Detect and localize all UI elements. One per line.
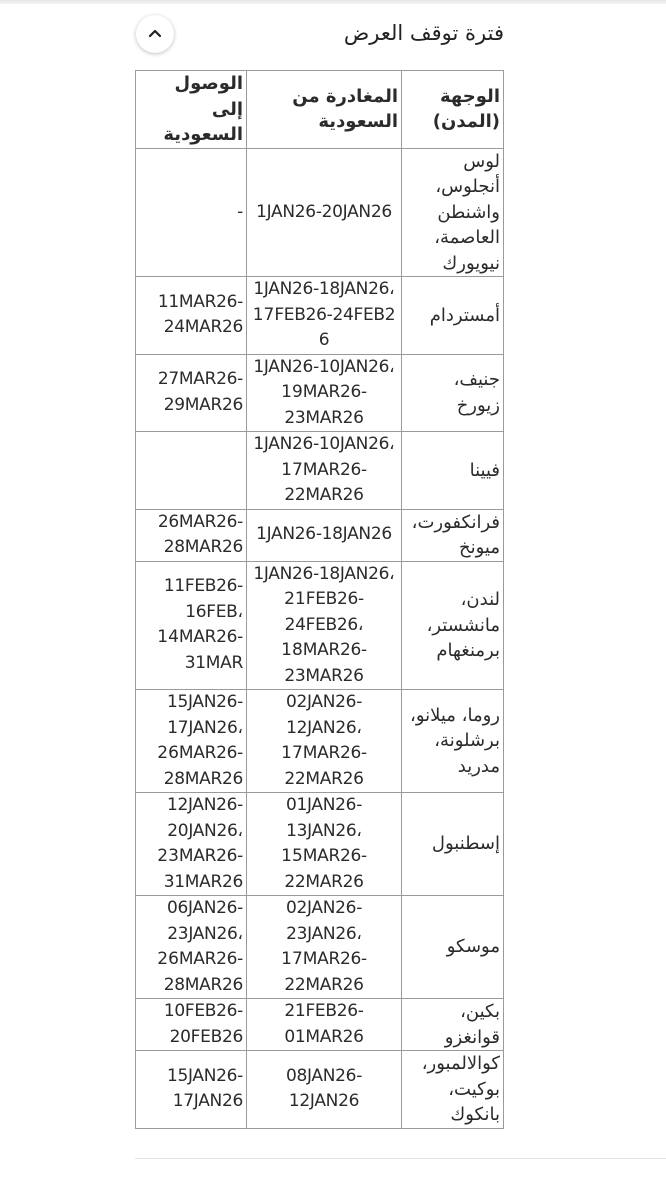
table-row	[136, 793, 504, 896]
arrival-cell: 11MAR26- 24MAR26	[136, 277, 247, 355]
header-departure: المغادرة من السعودية	[247, 71, 402, 149]
arrival-cell	[136, 432, 247, 510]
departure-cell: 01JAN26- 13JAN26، 15MAR26- 22MAR26	[247, 793, 402, 896]
table-row	[136, 432, 504, 510]
departure-cell: 1JAN26-20JAN26	[247, 148, 402, 277]
arrival-cell: 12JAN26- 20JAN26، 23MAR26- 31MAR26	[136, 793, 247, 896]
destination-cell: فيينا	[402, 432, 504, 510]
destination-cell: روما، ميلانو، برشلونة، مدريد	[402, 690, 504, 793]
destination-cell: فرانكفورت، ميونخ	[402, 509, 504, 561]
divider	[135, 1158, 666, 1159]
departure-cell: 1JAN26-18JAN26	[247, 509, 402, 561]
destination-cell: بكين، قوانغزو	[402, 999, 504, 1051]
table-row	[136, 1051, 504, 1129]
destination-cell: جنيف، زيورخ	[402, 354, 504, 432]
departure-cell: 1JAN26-18JAN26، 17FEB26-24FEB26	[247, 277, 402, 355]
departure-cell: 1JAN26-10JAN26، 19MAR26- 23MAR26	[247, 354, 402, 432]
table-header-row	[136, 71, 504, 149]
table-row	[136, 690, 504, 793]
departure-cell: 02JAN26- 12JAN26، 17MAR26- 22MAR26	[247, 690, 402, 793]
section-header	[0, 0, 666, 70]
blackout-dates-table	[135, 70, 504, 1129]
header-arrival: الوصول إلى السعودية	[136, 71, 247, 149]
destination-cell: أمستردام	[402, 277, 504, 355]
departure-cell: 1JAN26-18JAN26، 21FEB26- 24FEB26، 18MAR26- 23MAR26	[247, 561, 402, 690]
departure-cell: 21FEB26- 01MAR26	[247, 999, 402, 1051]
arrival-cell: 10FEB26- 20FEB26	[136, 999, 247, 1051]
destination-cell: لندن، مانشستر، برمنغهام	[402, 561, 504, 690]
chevron-up-icon	[148, 28, 162, 38]
table-row	[136, 896, 504, 999]
arrival-cell: 27MAR26- 29MAR26	[136, 354, 247, 432]
collapse-button[interactable]	[136, 15, 174, 53]
departure-cell: 08JAN26- 12JAN26	[247, 1051, 402, 1129]
arrival-cell: 26MAR26- 28MAR26	[136, 509, 247, 561]
table-row	[136, 354, 504, 432]
table-row	[136, 561, 504, 690]
arrival-cell: 15JAN26- 17JAN26، 26MAR26- 28MAR26	[136, 690, 247, 793]
table-row	[136, 148, 504, 277]
table-row	[136, 509, 504, 561]
destination-cell: إسطنبول	[402, 793, 504, 896]
destination-cell: لوس أنجلوس، واشنطن العاصمة، نيويورك	[402, 148, 504, 277]
header-destination: الوجهة (المدن)	[402, 71, 504, 149]
departure-cell: 02JAN26- 23JAN26، 17MAR26- 22MAR26	[247, 896, 402, 999]
arrival-cell: 11FEB26- 16FEB، 14MAR26- 31MAR	[136, 561, 247, 690]
arrival-cell: 06JAN26- 23JAN26، 26MAR26- 28MAR26	[136, 896, 247, 999]
departure-cell: 1JAN26-10JAN26، 17MAR26- 22MAR26	[247, 432, 402, 510]
section-title: فترة توقف العرض	[343, 21, 504, 45]
destination-cell: موسكو	[402, 896, 504, 999]
arrival-cell: -	[136, 148, 247, 277]
table-row	[136, 999, 504, 1051]
table-row	[136, 277, 504, 355]
arrival-cell: 15JAN26- 17JAN26	[136, 1051, 247, 1129]
destination-cell: كوالالمبور، بوكيت، بانكوك	[402, 1051, 504, 1129]
